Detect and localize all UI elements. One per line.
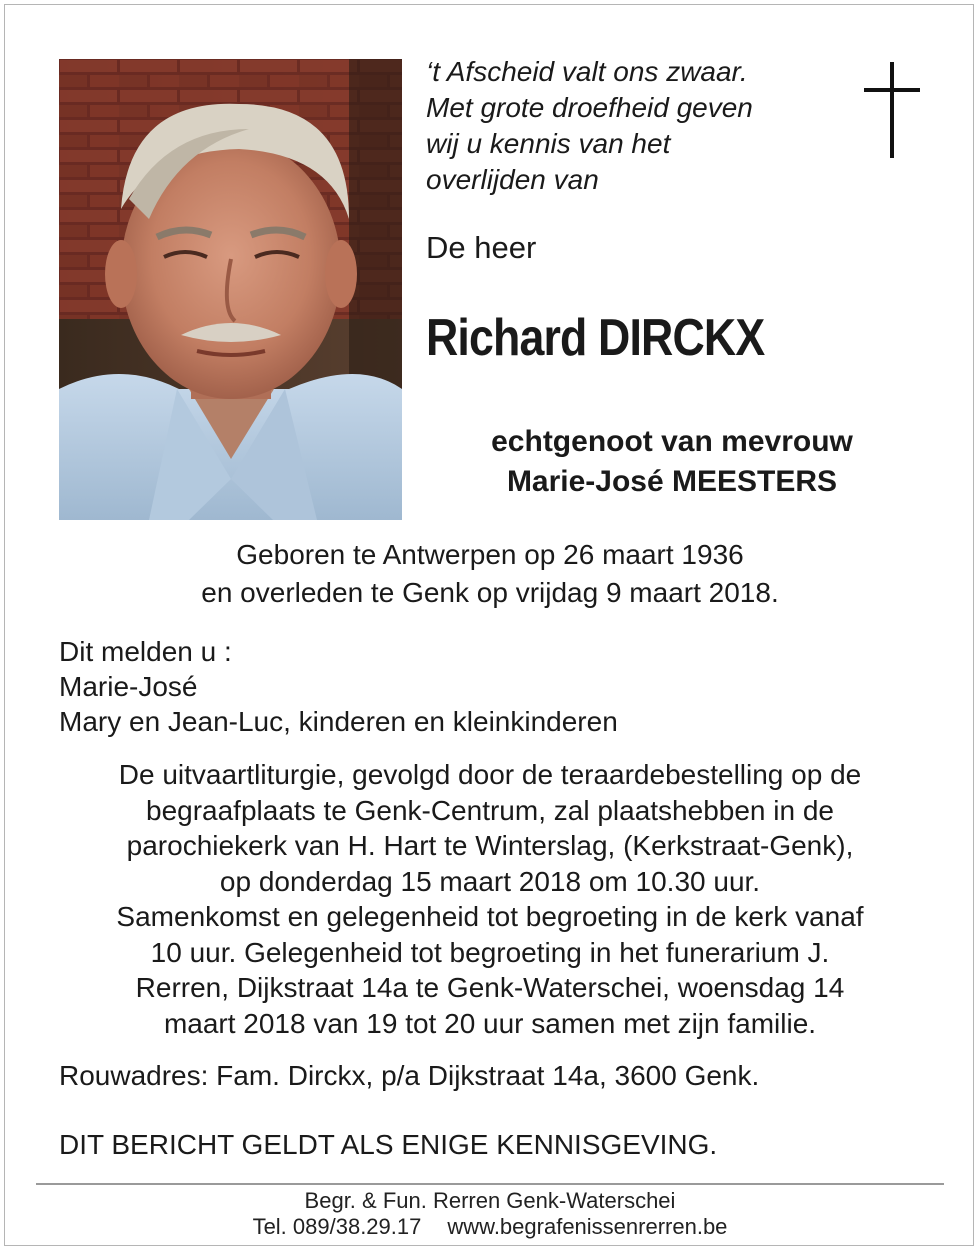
announcers-line: Marie-José bbox=[59, 671, 198, 702]
announcers-line: Mary en Jean-Luc, kinderen en kleinkinderen bbox=[59, 706, 618, 737]
service-line: op donderdag 15 maart 2018 om 10.30 uur. bbox=[219, 865, 761, 897]
footer-contact bbox=[0, 1214, 980, 1240]
service-line: De uitvaartliturgie, gevolgd door de teraardebestelling op de bbox=[118, 759, 862, 790]
footer-company: Begr. & Fun. Rerren Genk-Waterschei bbox=[304, 1188, 676, 1213]
footer bbox=[0, 1188, 980, 1240]
announcers-block bbox=[59, 634, 618, 739]
intro-line: wij u kennis van het bbox=[426, 128, 671, 159]
service-line: Rerren, Dijkstraat 14a te Genk-Waterschei, woensdag 14 bbox=[135, 972, 845, 1003]
footer-website[interactable]: www.begrafenissenrerren.be bbox=[447, 1214, 728, 1239]
spouse-line-1: echtgenoot van mevrouw bbox=[491, 425, 853, 458]
service-line: maart 2018 van 19 tot 20 uur samen met zijn familie. bbox=[163, 1007, 817, 1039]
deceased-name: Richard DIRCKX bbox=[426, 309, 765, 367]
service-line: parochiekerk van H. Hart te Winterslag, (Kerkstraat-Genk), bbox=[126, 830, 854, 861]
spouse-line-2: Marie-José MEESTERS bbox=[506, 465, 838, 498]
salutation: De heer bbox=[426, 230, 537, 265]
service-line: begraafplaats te Genk-Centrum, zal plaatshebben in de bbox=[146, 794, 834, 826]
birth-line: Geboren te Antwerpen op 26 maart 1936 bbox=[236, 539, 744, 570]
spouse-block bbox=[402, 422, 942, 502]
death-line: en overleden te Genk op vrijdag 9 maart 2018. bbox=[201, 577, 779, 608]
intro-line: Met grote droefheid geven bbox=[426, 92, 753, 123]
mourning-address: Rouwadres: Fam. Dirckx, p/a Dijkstraat 14a, 3600 Genk. bbox=[59, 1060, 760, 1091]
service-block bbox=[40, 757, 940, 1041]
service-line: Samenkomst en gelegenheid tot begroeting in de kerk vanaf bbox=[116, 901, 864, 932]
service-line: 10 uur. Gelegenheid tot begroeting in het funerarium J. bbox=[150, 936, 830, 968]
announcers-line: Dit melden u : bbox=[59, 636, 232, 667]
intro-line: ‘t Afscheid valt ons zwaar. bbox=[426, 56, 748, 87]
intro-text bbox=[426, 54, 846, 198]
footer-phone: Tel. 089/38.29.17 bbox=[252, 1214, 422, 1239]
intro-line: overlijden van bbox=[426, 164, 599, 195]
cross-icon bbox=[862, 62, 922, 158]
notice-text: DIT BERICHT GELDT ALS ENIGE KENNISGEVING. bbox=[59, 1129, 718, 1160]
birth-death-block bbox=[0, 536, 980, 612]
portrait-photo bbox=[59, 59, 402, 520]
footer-divider bbox=[36, 1183, 944, 1185]
